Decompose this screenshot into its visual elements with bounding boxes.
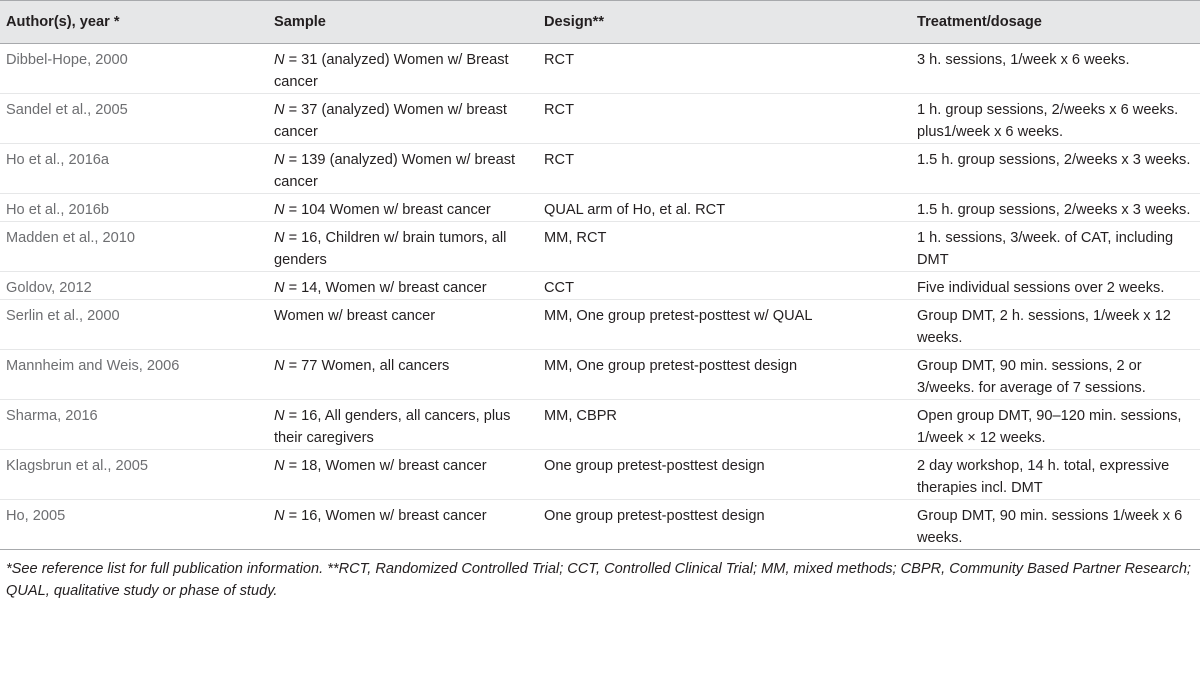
sample-n-symbol: N xyxy=(274,508,285,524)
table-row xyxy=(0,144,1200,194)
cell-author: Sharma, 2016 xyxy=(0,400,268,450)
header-design: Design** xyxy=(538,1,911,44)
header-row xyxy=(0,1,1200,44)
sample-description: = 16, All genders, all cancers, plus their caregivers xyxy=(274,408,511,446)
sample-description: = 16, Women w/ breast cancer xyxy=(284,508,487,524)
table-row xyxy=(0,272,1200,300)
cell-design: MM, One group pretest-posttest w/ QUAL xyxy=(538,300,911,350)
table-header xyxy=(0,1,1200,44)
sample-description: = 37 (analyzed) Women w/ breast cancer xyxy=(274,102,507,140)
sample-description: = 16, Children w/ brain tumors, all genders xyxy=(274,230,507,268)
header-author: Author(s), year * xyxy=(0,1,268,44)
header-sample: Sample xyxy=(268,1,538,44)
table-row xyxy=(0,500,1200,550)
cell-treatment: 1 h. sessions, 3/week. of CAT, including DMT xyxy=(911,222,1200,272)
cell-design: QUAL arm of Ho, et al. RCT xyxy=(538,194,911,222)
cell-design: MM, One group pretest-posttest design xyxy=(538,350,911,400)
cell-treatment: Group DMT, 2 h. sessions, 1/week x 12 weeks. xyxy=(911,300,1200,350)
cell-sample xyxy=(268,194,538,222)
sample-description: = 77 Women, all cancers xyxy=(284,358,450,374)
sample-n-symbol: N xyxy=(274,358,285,374)
table-row xyxy=(0,94,1200,144)
cell-design: MM, RCT xyxy=(538,222,911,272)
sample-n-symbol: N xyxy=(274,202,285,218)
cell-author: Dibbel-Hope, 2000 xyxy=(0,44,268,94)
cell-design: CCT xyxy=(538,272,911,300)
cell-author: Ho et al., 2016b xyxy=(0,194,268,222)
table-row xyxy=(0,44,1200,94)
cell-sample xyxy=(268,94,538,144)
cell-design: One group pretest-posttest design xyxy=(538,450,911,500)
cell-sample xyxy=(268,450,538,500)
cell-treatment: Group DMT, 90 min. sessions 1/week x 6 weeks. xyxy=(911,500,1200,550)
cell-sample xyxy=(268,500,538,550)
sample-description: = 31 (analyzed) Women w/ Breast cancer xyxy=(274,52,509,90)
cell-design: RCT xyxy=(538,144,911,194)
cell-treatment: Five individual sessions over 2 weeks. xyxy=(911,272,1200,300)
table-row xyxy=(0,350,1200,400)
sample-n-symbol: N xyxy=(274,458,285,474)
sample-description: Women w/ breast cancer xyxy=(274,308,436,324)
cell-author: Mannheim and Weis, 2006 xyxy=(0,350,268,400)
sample-description: = 18, Women w/ breast cancer xyxy=(284,458,487,474)
cell-sample xyxy=(268,222,538,272)
table-row xyxy=(0,300,1200,350)
table-body xyxy=(0,44,1200,550)
table-footnote: *See reference list for full publication information. **RCT, Randomized Controlled Trial; CCT, Controlled Clinical Trial; MM, mixed methods; CBPR, Community Based Partner Research; QUAL, qualitative study or phase of study. xyxy=(6,561,1191,599)
cell-author: Madden et al., 2010 xyxy=(0,222,268,272)
cell-sample xyxy=(268,144,538,194)
sample-n-symbol: N xyxy=(274,280,285,296)
cell-author: Ho et al., 2016a xyxy=(0,144,268,194)
sample-description: = 14, Women w/ breast cancer xyxy=(284,280,487,296)
cell-treatment: 1.5 h. group sessions, 2/weeks x 3 weeks. xyxy=(911,144,1200,194)
cell-sample xyxy=(268,272,538,300)
sample-n-symbol: N xyxy=(274,152,285,168)
sample-n-symbol: N xyxy=(274,408,285,424)
sample-n-symbol: N xyxy=(274,230,285,246)
cell-treatment: Open group DMT, 90–120 min. sessions, 1/week × 12 weeks. xyxy=(911,400,1200,450)
cell-author: Ho, 2005 xyxy=(0,500,268,550)
cell-design: RCT xyxy=(538,94,911,144)
table-row xyxy=(0,400,1200,450)
cell-sample xyxy=(268,44,538,94)
table-row xyxy=(0,222,1200,272)
cell-sample xyxy=(268,400,538,450)
cell-treatment: 3 h. sessions, 1/week x 6 weeks. xyxy=(911,44,1200,94)
cell-treatment: Group DMT, 90 min. sessions, 2 or 3/weeks. for average of 7 sessions. xyxy=(911,350,1200,400)
cell-treatment: 1 h. group sessions, 2/weeks x 6 weeks. plus1/week x 6 weeks. xyxy=(911,94,1200,144)
cell-treatment: 1.5 h. group sessions, 2/weeks x 3 weeks. xyxy=(911,194,1200,222)
cell-design: MM, CBPR xyxy=(538,400,911,450)
table-row xyxy=(0,194,1200,222)
sample-description: = 139 (analyzed) Women w/ breast cancer xyxy=(274,152,516,190)
cell-author: Klagsbrun et al., 2005 xyxy=(0,450,268,500)
header-treatment: Treatment/dosage xyxy=(911,1,1200,44)
sample-description: = 104 Women w/ breast cancer xyxy=(284,202,491,218)
cell-treatment: 2 day workshop, 14 h. total, expressive therapies incl. DMT xyxy=(911,450,1200,500)
cell-author: Sandel et al., 2005 xyxy=(0,94,268,144)
sample-n-symbol: N xyxy=(274,52,285,68)
cell-design: RCT xyxy=(538,44,911,94)
cell-design: One group pretest-posttest design xyxy=(538,500,911,550)
cell-sample xyxy=(268,300,538,350)
cell-author: Serlin et al., 2000 xyxy=(0,300,268,350)
cell-author: Goldov, 2012 xyxy=(0,272,268,300)
cell-sample xyxy=(268,350,538,400)
sample-n-symbol: N xyxy=(274,102,285,118)
table-row xyxy=(0,450,1200,500)
